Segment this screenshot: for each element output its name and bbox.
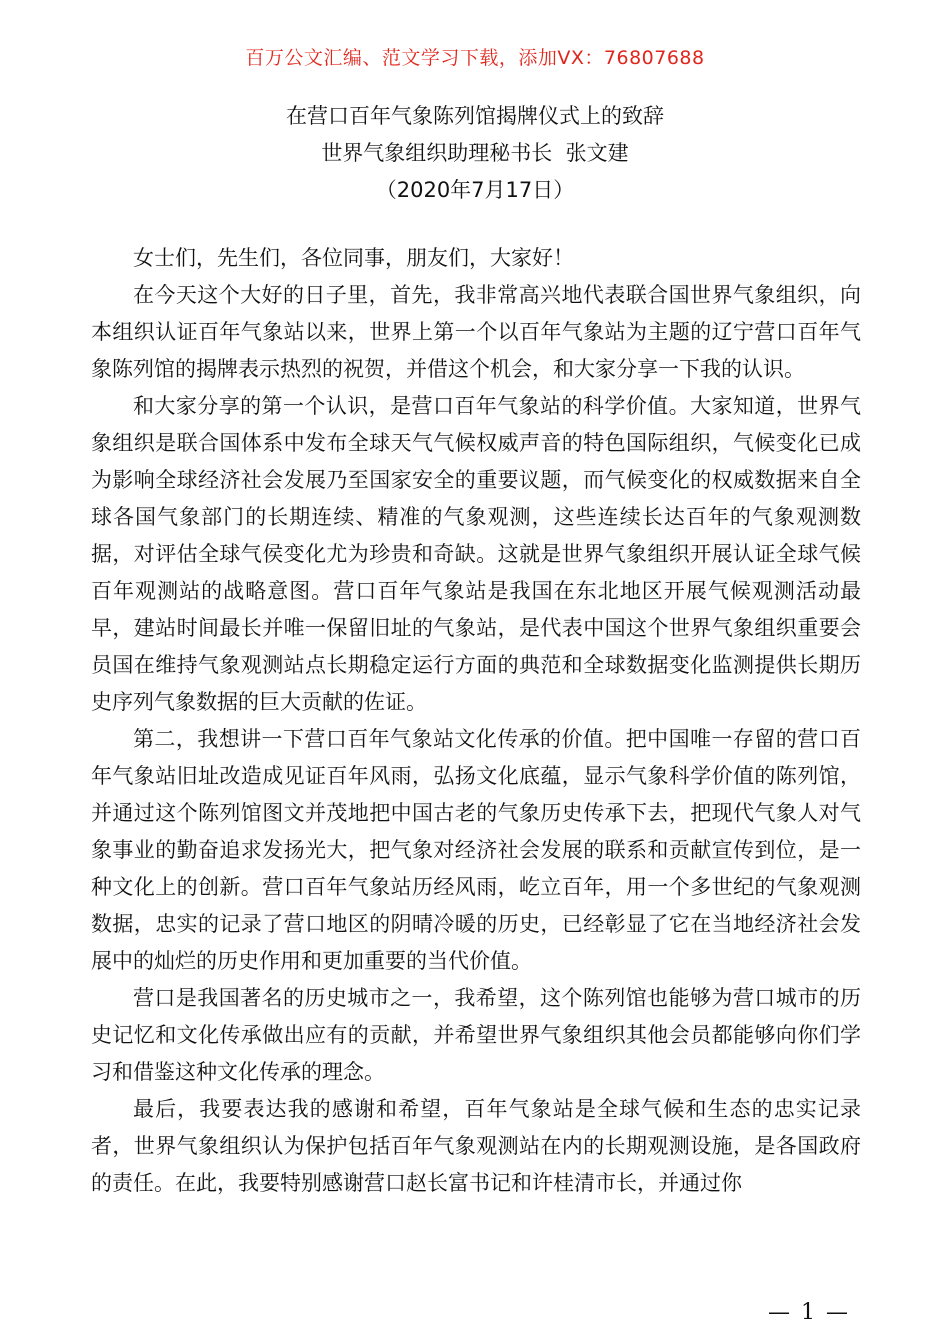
paragraph: 在今天这个大好的日子里，首先，我非常高兴地代表联合国世界气象组织，向本组织认证百年气象站以来，世界上第一个以百年气象站为主题的辽宁营口百年气象陈列馆的揭牌表示热烈的祝贺，并借这个机会，和大家分享一下我的认识。 (91, 283, 861, 381)
paragraph: 最后，我要表达我的感谢和希望，百年气象站是全球气候和生态的忠实记录者，世界气象组织认为保护包括百年气象观测站在内的长期观测设施，是各国政府的责任。在此，我要特别感谢营口赵长富书记和许桂清市长，并通过你 (91, 1097, 861, 1195)
speaker-line: 世界气象组织助理秘书长 张文建 (321, 141, 629, 165)
speech-date: （2020年7月17日） (375, 178, 575, 202)
paragraph-greeting: 女士们，先生们，各位同事，朋友们，大家好！ (133, 246, 574, 270)
speech-header (0, 98, 950, 209)
paragraph: 第二，我想讲一下营口百年气象站文化传承的价值。把中国唯一存留的营口百年气象站旧址改造成见证百年风雨，弘扬文化底蕴，显示气象科学价值的陈列馆，并通过这个陈列馆图文并茂地把中国古老的气象历史传承下去，把现代气象人对气象事业的勤奋追求发扬光大，把气象对经济社会发展的联系和贡献宣传到位，是一种文化上的创新。营口百年气象站历经风雨，屹立百年，用一个多世纪的气象观测数据，忠实的记录了营口地区的阴晴冷暖的历史，已经彰显了它在当地经济社会发展中的灿烂的历史作用和更加重要的当代价值。 (91, 727, 861, 973)
paragraph: 和大家分享的第一个认识，是营口百年气象站的科学价值。大家知道，世界气象组织是联合国体系中发布全球天气气候权威声音的特色国际组织，气候变化已成为影响全球经济社会发展乃至国家安全的重要议题，而气候变化的权威数据来自全球各国气象部门的长期连续、精准的气象观测，这些连续长达百年的气象观测数据，对评估全球气侯变化尤为珍贵和奇缺。这就是世界气象组织开展认证全球气候百年观测站的战略意图。营口百年气象站是我国在东北地区开展气候观测活动最早，建站时间最长并唯一保留旧址的气象站，是代表中国这个世界气象组织重要会员国在维持气象观测站点长期稳定运行方面的典范和全球数据变化监测提供长期历史序列气象数据的巨大贡献的佐证。 (91, 394, 861, 714)
promo-banner: 百万公文汇编、范文学习下载，添加VX：76807688 (245, 47, 705, 69)
speech-title: 在营口百年气象陈列馆揭牌仪式上的致辞 (286, 104, 664, 128)
page-number: — 1 — (768, 1300, 850, 1325)
speech-body (91, 240, 861, 1202)
paragraph: 营口是我国著名的历史城市之一，我希望，这个陈列馆也能够为营口城市的历史记忆和文化传承做出应有的贡献，并希望世界气象组织其他会员都能够向你们学习和借鉴这种文化传承的理念。 (91, 986, 861, 1084)
